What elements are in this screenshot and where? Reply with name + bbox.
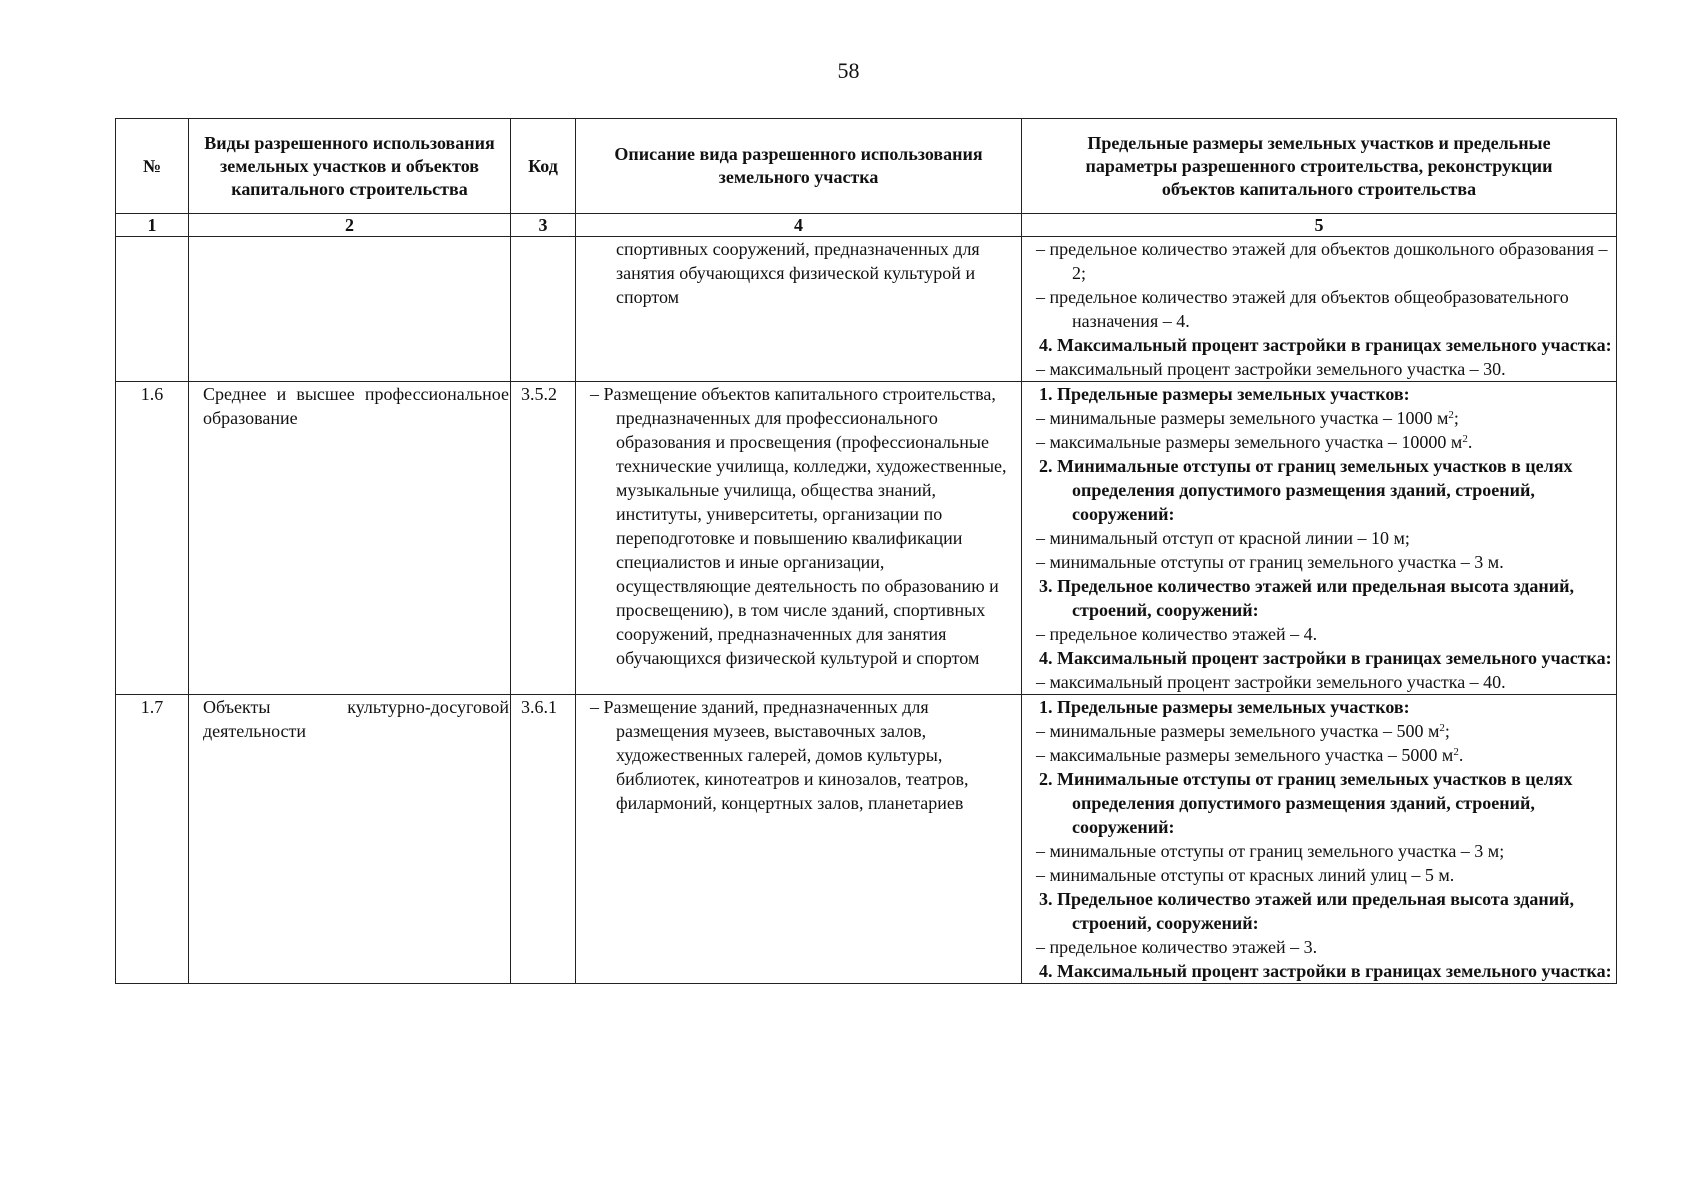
header-number: № [116,119,189,214]
use-type-name: Объекты культурно-досуговой деятельности [189,695,511,984]
parameter-text: – минимальные размеры земельного участка – 500 м [1036,721,1440,741]
description-text: спортивных сооружений, предназначенных для занятия обучающихся физической культурой и спортом [616,239,980,307]
parameter-text: – минимальные размеры земельного участка – 1000 м [1036,408,1449,428]
use-code: 3.5.2 [511,382,576,695]
parameter-text: – предельное количество этажей – 4. [1036,624,1318,644]
parameter-item [1026,863,1612,887]
parameter-text: 4. Максимальный процент застройки в границах земельного участка: [1039,961,1612,981]
column-number: 5 [1022,214,1617,237]
header-use-type: Виды разрешенного использования земельных участков и объектов капитального строительства [189,119,511,214]
table-body [116,237,1617,984]
parameter-text: – максимальные размеры земельного участка – 5000 м [1036,745,1454,765]
header-code: Код [511,119,576,214]
parameter-heading [1026,646,1612,670]
parameter-item [1026,406,1612,430]
table-row [116,237,1617,382]
column-number-row [116,214,1617,237]
parameter-item [1026,935,1612,959]
parameter-text: – предельное количество этажей – 3. [1036,937,1318,957]
column-number: 3 [511,214,576,237]
parameter-item [1026,550,1612,574]
parameter-item [1026,285,1612,333]
parameter-item [1026,237,1612,285]
table-row [116,695,1617,984]
unit-exponent: 2 [1439,722,1445,734]
parameter-heading [1026,887,1612,935]
use-type-name [189,237,511,382]
unit-exponent: 2 [1448,409,1454,421]
header-parameters: Предельные размеры земельных участков и предельные параметры разрешенного строительства, реконструкции объектов капитального строительства [1022,119,1617,214]
parameter-text: – предельное количество этажей для объектов дошкольного образования – 2; [1036,239,1608,283]
row-number [116,237,189,382]
parameter-heading [1026,382,1612,406]
description-text: – Размещение объектов капитального строительства, предназначенных для профессионального образования и просвещения (профессиональные технические училища, колледжи, художественные, музыкальные училища, общества знаний, институты, университеты, организации по переподготовке и повышению квалификации специалистов и иные организации, осуществляющие деятельность по образованию и просвещению), в том числе зданий, спортивных сооружений, предназначенных для занятия обучающихся физической культурой и спортом [590,384,1007,668]
parameter-item [1026,839,1612,863]
page-number: 58 [837,58,860,83]
parameter-heading [1026,959,1612,983]
header-row [116,119,1617,214]
parameter-text: – предельное количество этажей для объектов общеобразовательного назначения – 4. [1036,287,1569,331]
parameter-heading [1026,574,1612,622]
use-code: 3.6.1 [511,695,576,984]
parameter-text: – максимальный процент застройки земельного участка – 30. [1036,359,1506,379]
parameter-punctuation: ; [1444,721,1450,741]
parameter-punctuation: ; [1453,408,1459,428]
row-number: 1.6 [116,382,189,695]
parameter-text: 1. Предельные размеры земельных участков: [1039,697,1410,717]
parameter-item [1026,430,1612,454]
parameter-text: 3. Предельное количество этажей или предельная высота зданий, строений, сооружений: [1039,889,1575,933]
unit-exponent: 2 [1453,746,1459,758]
description-text: – Размещение зданий, предназначенных для размещения музеев, выставочных залов, художественных галерей, домов культуры, библиотек, кинотеатров и кинозалов, театров, филармоний, концертных залов, планетариев [590,697,969,813]
parameter-item [1026,622,1612,646]
row-number: 1.7 [116,695,189,984]
parameters [1022,382,1617,695]
column-number: 2 [189,214,511,237]
parameter-text: 2. Минимальные отступы от границ земельных участков в целях определения допустимого размещения зданий, строений, сооружений: [1039,769,1573,837]
parameter-text: – минимальный отступ от красной линии – 10 м; [1036,528,1410,548]
parameter-heading [1026,454,1612,526]
parameter-text: 4. Максимальный процент застройки в границах земельного участка: [1039,648,1612,668]
table-row [116,382,1617,695]
parameter-heading [1026,695,1612,719]
parameter-text: – минимальные отступы от границ земельного участка – 3 м; [1036,841,1505,861]
use-type-name: Среднее и высшее профессиональное образование [189,382,511,695]
parameter-punctuation: . [1467,432,1473,452]
parameter-heading [1026,333,1612,357]
parameter-text: 4. Максимальный процент застройки в границах земельного участка: [1039,335,1612,355]
parameter-text: – минимальные отступы от красных линий улиц – 5 м. [1036,865,1455,885]
unit-exponent: 2 [1462,433,1468,445]
column-number: 4 [576,214,1022,237]
land-use-table [115,118,1617,984]
use-description [576,695,1022,984]
parameters [1022,237,1617,382]
use-description [576,237,1022,382]
parameter-item [1026,743,1612,767]
header-description: Описание вида разрешенного использования земельного участка [576,119,1022,214]
parameter-text: – максимальные размеры земельного участка – 10000 м [1036,432,1463,452]
parameter-text: 2. Минимальные отступы от границ земельных участков в целях определения допустимого размещения зданий, строений, сооружений: [1039,456,1573,524]
parameter-text: 1. Предельные размеры земельных участков: [1039,384,1410,404]
parameter-item [1026,670,1612,694]
column-number: 1 [116,214,189,237]
parameter-text: – минимальные отступы от границ земельного участка – 3 м. [1036,552,1504,572]
use-code [511,237,576,382]
parameters [1022,695,1617,984]
parameter-text: 3. Предельное количество этажей или предельная высота зданий, строений, сооружений: [1039,576,1575,620]
parameter-item [1026,357,1612,381]
parameter-punctuation: . [1458,745,1464,765]
parameter-heading [1026,767,1612,839]
parameter-text: – максимальный процент застройки земельного участка – 40. [1036,672,1506,692]
parameter-item [1026,526,1612,550]
parameter-item [1026,719,1612,743]
use-description [576,382,1022,695]
